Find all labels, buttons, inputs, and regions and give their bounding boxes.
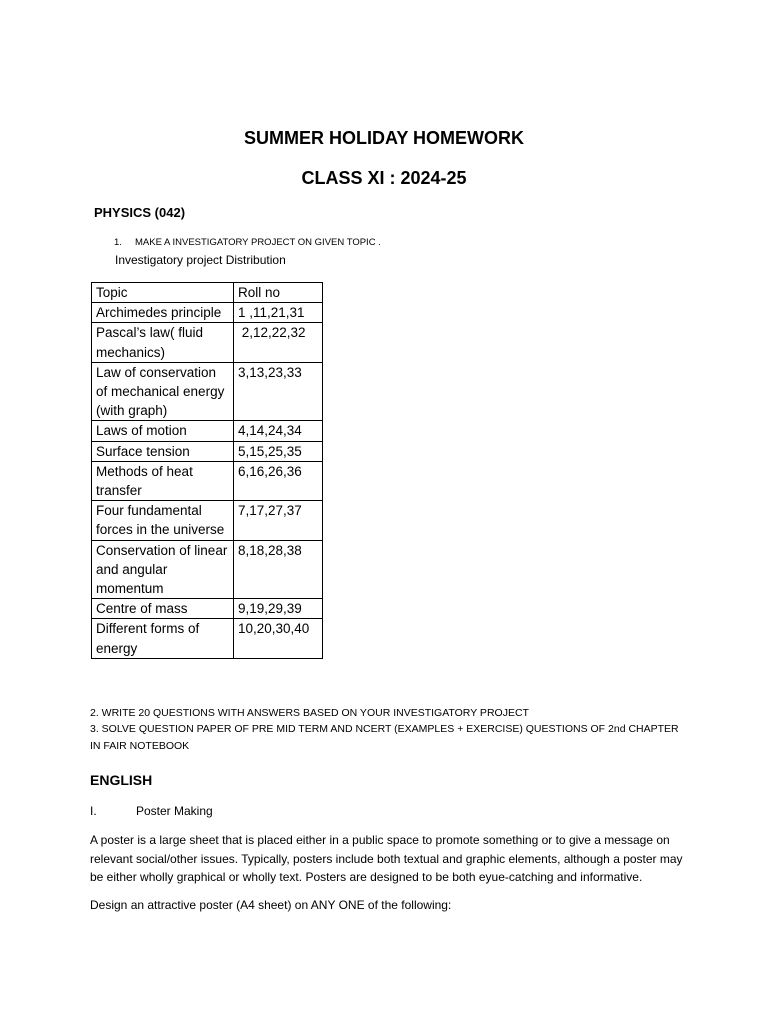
table-row: [92, 501, 323, 540]
topic-cell: Conservation of linear and angular momentum: [92, 540, 234, 599]
physics-heading: PHYSICS (042): [94, 205, 186, 220]
roll-no-cell: 4,14,24,34: [234, 421, 323, 441]
topic-cell: Surface tension: [92, 441, 234, 461]
project-distribution-table: [91, 282, 323, 659]
item-text: MAKE A INVESTIGATORY PROJECT ON GIVEN TOPIC .: [135, 237, 381, 248]
roll-no-cell: 7,17,27,37: [234, 501, 323, 540]
table-row: [92, 540, 323, 599]
table-row: [92, 362, 323, 421]
table-header-row: [92, 283, 323, 303]
roll-no-cell: 2,12,22,32: [234, 323, 323, 362]
table-row: [92, 323, 323, 362]
section-title: Poster Making: [136, 804, 213, 818]
topic-cell: Archimedes principle: [92, 303, 234, 323]
topic-cell: Laws of motion: [92, 421, 234, 441]
table-row: [92, 441, 323, 461]
english-heading: ENGLISH: [90, 772, 153, 788]
english-section-1: [90, 804, 213, 818]
table-row: [92, 599, 323, 619]
topic-cell: Four fundamental forces in the universe: [92, 501, 234, 540]
roll-no-cell: 6,16,26,36: [234, 461, 323, 500]
physics-item-3: 3. SOLVE QUESTION PAPER OF PRE MID TERM AND NCERT (EXAMPLES + EXERCISE) QUESTIONS OF 2nd CHAPTER IN FAIR NOTEBOOK: [90, 723, 679, 752]
table-row: [92, 461, 323, 500]
roll-no-cell: 1 ,11,21,31: [234, 303, 323, 323]
topic-cell: Pascal’s law( fluid mechanics): [92, 323, 234, 362]
page-title: SUMMER HOLIDAY HOMEWORK: [243, 128, 524, 148]
topic-cell: Different forms of energy: [92, 619, 234, 658]
roll-no-cell: 3,13,23,33: [234, 362, 323, 421]
table-row: [92, 421, 323, 441]
item-number: 1.: [114, 237, 122, 248]
roll-no-cell: 5,15,25,35: [234, 441, 323, 461]
poster-description-paragraph: A poster is a large sheet that is placed either in a public space to promote something or to give a message on relevant social/other issues. Typically, posters include both textual and graphic elements, although a poster may be either wholly graphical or wholly text. Posters are designed to be both eyue-catching and informative.: [90, 833, 683, 884]
physics-item-2: 2. WRITE 20 QUESTIONS WITH ANSWERS BASED ON YOUR INVESTIGATORY PROJECT: [90, 707, 529, 719]
topic-cell: Law of conservation of mechanical energy (with graph): [92, 362, 234, 421]
topic-cell: Methods of heat transfer: [92, 461, 234, 500]
topic-cell: Centre of mass: [92, 599, 234, 619]
section-number: I.: [90, 804, 97, 818]
table-row: [92, 619, 323, 658]
physics-item-1: [114, 237, 381, 248]
roll-no-cell: 8,18,28,38: [234, 540, 323, 599]
column-header-roll-no: Roll no: [234, 283, 323, 303]
poster-instruction-paragraph: Design an attractive poster (A4 sheet) on ANY ONE of the following:: [90, 898, 452, 912]
roll-no-cell: 9,19,29,39: [234, 599, 323, 619]
table-row: [92, 303, 323, 323]
roll-no-cell: 10,20,30,40: [234, 619, 323, 658]
distribution-caption: Investigatory project Distribution: [115, 253, 286, 267]
class-subtitle: CLASS XI : 2024-25: [301, 168, 467, 188]
column-header-topic: Topic: [92, 283, 234, 303]
